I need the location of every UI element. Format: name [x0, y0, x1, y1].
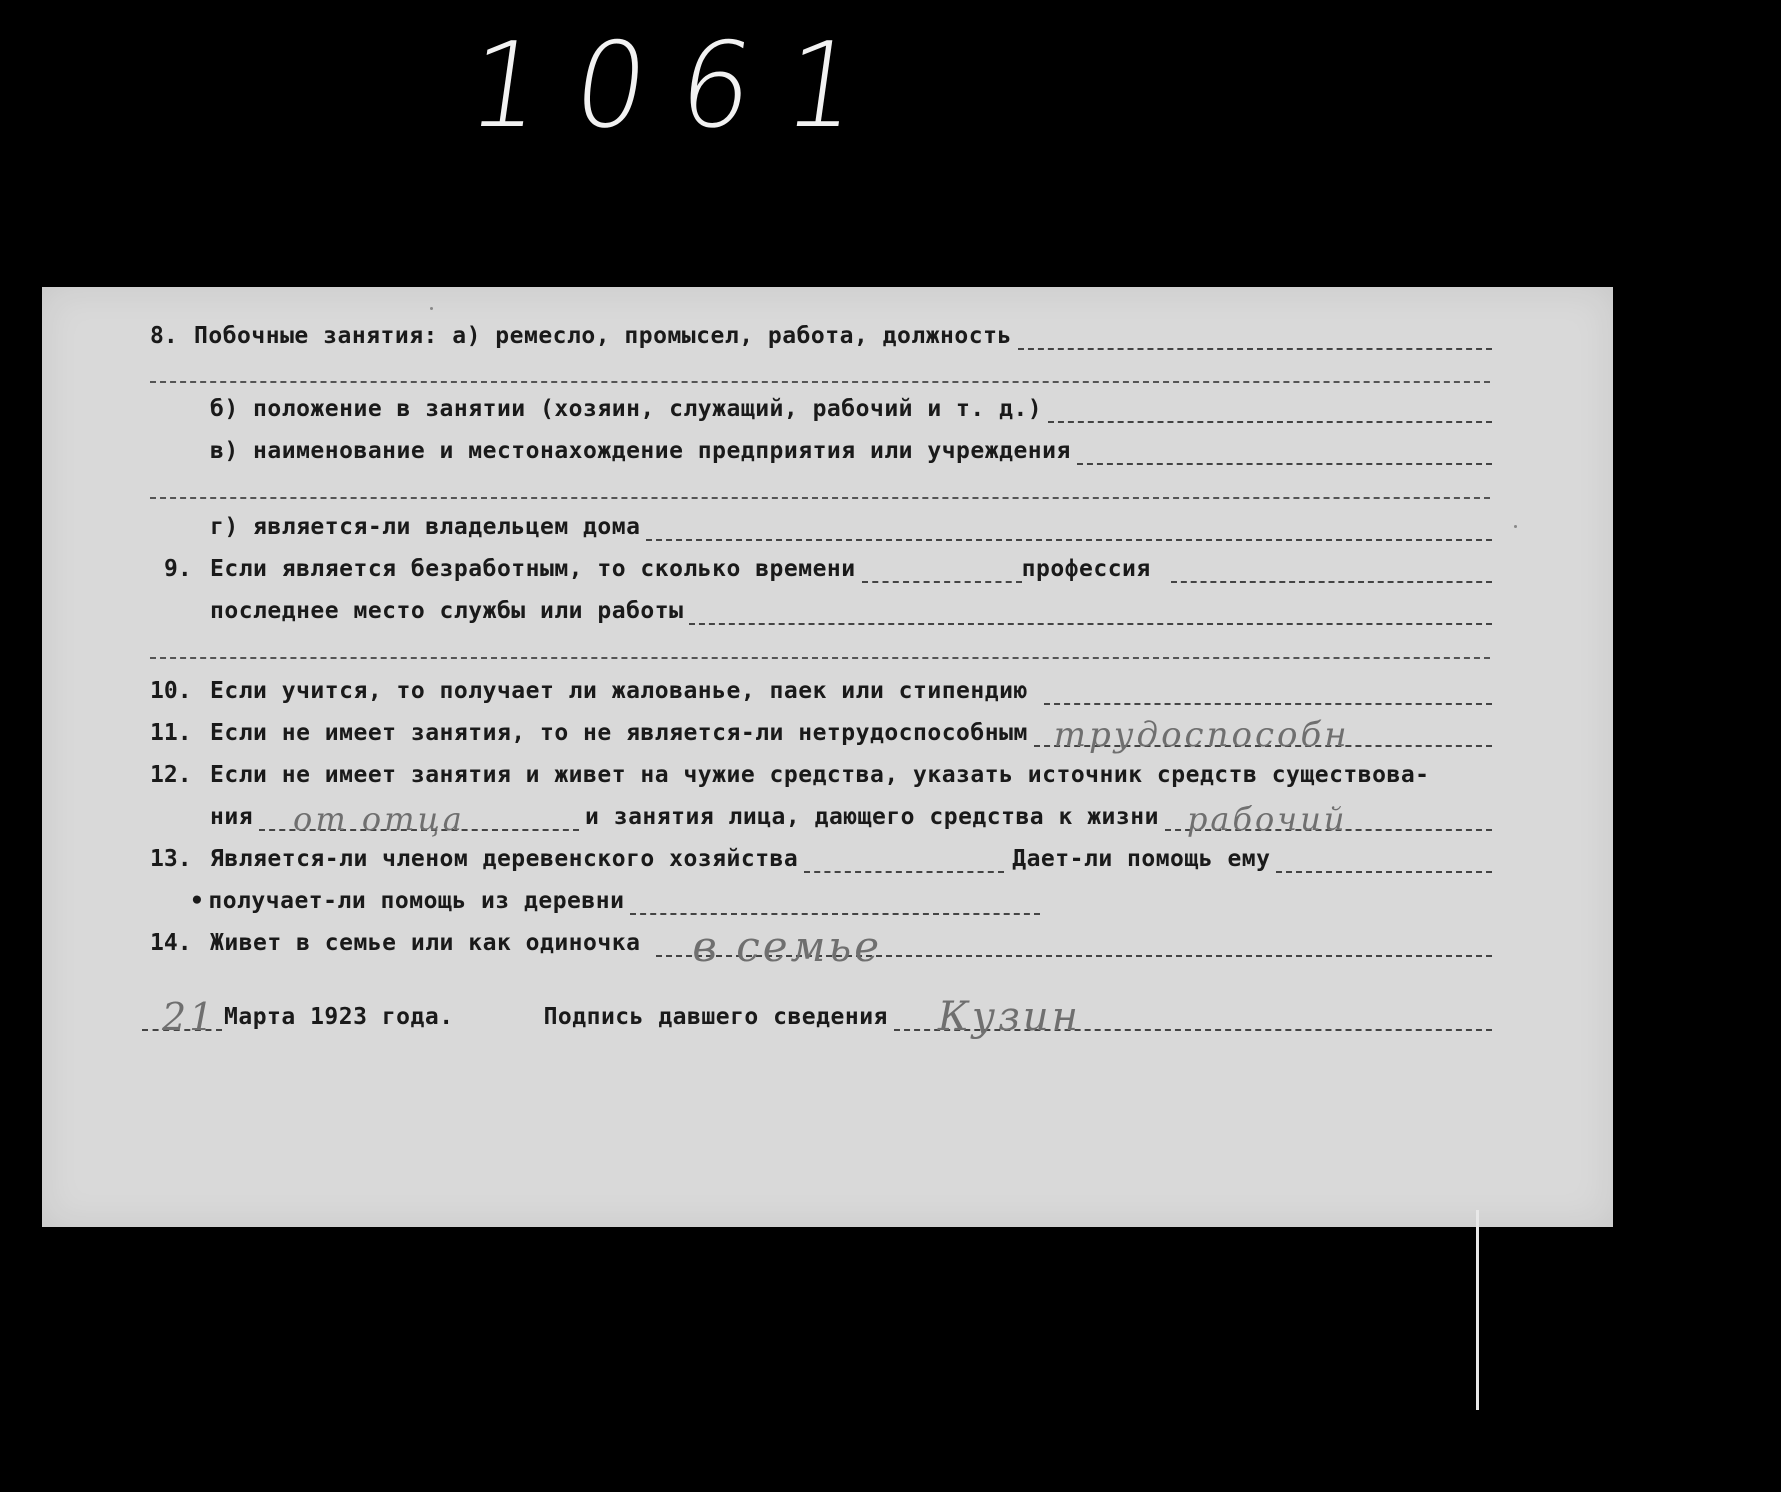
- census-form-card: [42, 287, 1613, 1227]
- q9-profession-field[interactable]: [1171, 557, 1492, 583]
- dust-speck: [1514, 525, 1517, 528]
- q9-label-b: последнее место службы или работы: [210, 598, 684, 624]
- q12-line-b: [210, 800, 1492, 838]
- film-scratch-line: [1476, 1210, 1479, 1410]
- q12-source-answer: от отца: [293, 800, 465, 838]
- q12-label-b2: и занятия лица, дающего средства к жизни: [585, 804, 1159, 830]
- q11-handwritten-answer: трудоспособн: [1053, 715, 1350, 755]
- q8-line-b: [210, 395, 1492, 423]
- q8-label-v: в) наименование и местонахождение предприятия или учреждения: [210, 438, 1071, 464]
- q8-number: 8.: [150, 323, 178, 349]
- q8-v-continuation-line: [150, 497, 1490, 499]
- q11-number: 11.: [150, 720, 192, 746]
- q9-duration-field[interactable]: [862, 557, 1022, 583]
- q8-line-g: [210, 513, 1492, 541]
- q10-field[interactable]: [1044, 679, 1492, 705]
- q8-label-b: б) положение в занятии (хозяин, служащий, рабочий и т. д.): [210, 396, 1043, 422]
- q9-line-a: [164, 555, 1492, 583]
- day-field[interactable]: [142, 995, 222, 1039]
- signature-label: Подпись давшего сведения: [543, 1004, 888, 1030]
- q8-label-a: Побочные занятия: а) ремесло, промысел, работа, должность: [194, 323, 1012, 349]
- q13-label-help: Дает-ли помощь ему: [1012, 846, 1271, 872]
- footer-line: [142, 994, 1492, 1040]
- q8-label-g: г) является-ли владельцем дома: [210, 514, 641, 540]
- q8-line-a: [150, 322, 1492, 350]
- q12-label-a: Если не имеет занятия и живет на чужие средства, указать источник средств существова-: [210, 762, 1430, 788]
- dust-speck: [430, 307, 433, 310]
- signature-field[interactable]: [894, 994, 1492, 1040]
- q9-lastplace-field[interactable]: [689, 599, 1492, 625]
- q10-label: Если учится, то получает ли жалованье, паек или стипендию: [210, 678, 1028, 704]
- q13-line-a: [150, 845, 1492, 873]
- q8-g-field[interactable]: [646, 515, 1492, 541]
- q8-line-v: [210, 437, 1492, 465]
- q14-field[interactable]: [656, 922, 1492, 971]
- q8-a-field[interactable]: [1018, 324, 1492, 350]
- q14-handwritten-answer: в семье: [692, 922, 883, 971]
- q10-line: [150, 677, 1492, 705]
- q12-number: 12.: [150, 762, 192, 788]
- q11-line: [150, 715, 1492, 755]
- frame-number: 1061: [460, 17, 901, 155]
- q13-line-b: [190, 887, 1040, 915]
- signature-handwritten: Кузин: [937, 994, 1081, 1040]
- q9-label-profession: профессия: [1021, 556, 1151, 582]
- q12-occupation-field[interactable]: [1165, 800, 1492, 838]
- q13-number: 13.: [150, 846, 192, 872]
- q10-number: 10.: [150, 678, 192, 704]
- q11-field[interactable]: [1034, 715, 1492, 755]
- date-text: Марта 1923 года.: [224, 1004, 454, 1030]
- q13-label-b: получает-ли помощь из деревни: [208, 888, 625, 914]
- q12-source-field[interactable]: [259, 800, 579, 838]
- q11-label: Если не имеет занятия, то не является-ли нетрудоспособным: [210, 720, 1028, 746]
- q9-label-a: Если является безработным, то сколько времени: [210, 556, 856, 582]
- q9-continuation-line: [150, 657, 1490, 659]
- q13-member-field[interactable]: [804, 847, 1004, 873]
- q14-label: Живет в семье или как одиночка: [210, 930, 641, 956]
- q8-a-continuation-line: [150, 381, 1490, 383]
- q8-v-field[interactable]: [1077, 439, 1492, 465]
- day-handwritten: 21: [162, 995, 217, 1039]
- q12-label-b1: ния: [210, 804, 254, 830]
- q13-bullet: •: [190, 888, 205, 914]
- q13-help-field[interactable]: [1276, 847, 1492, 873]
- q13-label-a: Является-ли членом деревенского хозяйства: [210, 846, 799, 872]
- q9-line-b: [210, 597, 1492, 625]
- q8-b-field[interactable]: [1048, 397, 1492, 423]
- q9-number: 9.: [164, 556, 192, 582]
- q14-line: [150, 922, 1492, 971]
- q14-number: 14.: [150, 930, 192, 956]
- q13-receive-field[interactable]: [630, 889, 1040, 915]
- q12-occupation-answer: рабочий: [1186, 800, 1348, 838]
- q12-line-a: [150, 761, 1492, 789]
